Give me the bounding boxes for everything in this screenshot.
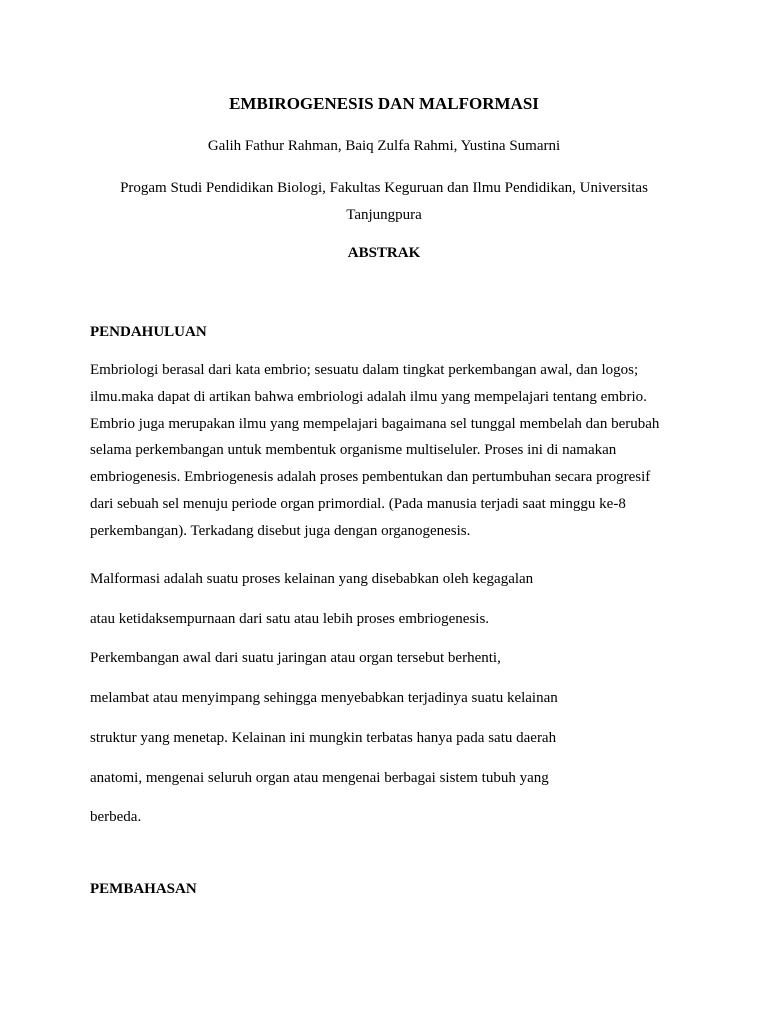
abstract-heading: ABSTRAK [347, 245, 421, 261]
paragraph-malformasi [90, 560, 690, 838]
paragraph-line: Perkembangan awal dari suatu jaringan atau organ tersebut berhenti, [90, 650, 501, 667]
paragraph-line: ilmu.maka dapat di artikan bahwa embriologi adalah ilmu yang mempelajari tentang embrio. [90, 388, 647, 405]
paragraph-line: atau ketidaksempurnaan dari satu atau lebih proses embriogenesis. [90, 610, 490, 627]
paragraph-line: berbeda. [90, 809, 142, 826]
paragraph-line: perkembangan). Terkadang disebut juga dengan organogenesis. [90, 522, 471, 539]
paragraph-line: Malformasi adalah suatu proses kelainan yang disebabkan oleh kegagalan [90, 571, 534, 587]
paragraph-line: struktur yang menetap. Kelainan ini mungkin terbatas hanya pada satu daerah [90, 729, 557, 746]
paragraph-line: selama perkembangan untuk membentuk organisme multiseluler. Proses ini di namakan [90, 442, 617, 459]
author-list: Galih Fathur Rahman, Baiq Zulfa Rahmi, Yustina Sumarni [207, 138, 561, 154]
document-title: EMBIROGENESIS DAN MALFORMASI [229, 94, 539, 113]
paragraph-line: anatomi, mengenai seluruh organ atau mengenai berbagai sistem tubuh yang [90, 769, 549, 786]
section-heading-pendahuluan: PENDAHULUAN [90, 324, 207, 340]
paragraph-line: dari sebuah sel menuju periode organ primordial. (Pada manusia terjadi saat minggu ke-8 [90, 495, 626, 512]
section-heading-pembahasan: PEMBAHASAN [90, 881, 197, 897]
affiliation-line: Progam Studi Pendidikan Biologi, Fakultas Keguruan dan Ilmu Pendidikan, Universitas [120, 180, 648, 196]
affiliation [90, 175, 678, 229]
paragraph-embriologi [90, 357, 690, 545]
paragraph-line: Embriologi berasal dari kata embrio; sesuatu dalam tingkat perkembangan awal, dan logos; [90, 362, 639, 378]
paragraph-line: melambat atau menyimpang sehingga menyebabkan terjadinya suatu kelainan [90, 690, 558, 707]
paragraph-line: embriogenesis. Embriogenesis adalah proses pembentukan dan pertumbuhan secara progresif [90, 469, 651, 486]
paragraph-line: Embrio juga merupakan ilmu yang mempelajari bagaimana sel tunggal membelah dan berubah [90, 415, 660, 432]
affiliation-line: Tanjungpura [346, 207, 422, 223]
